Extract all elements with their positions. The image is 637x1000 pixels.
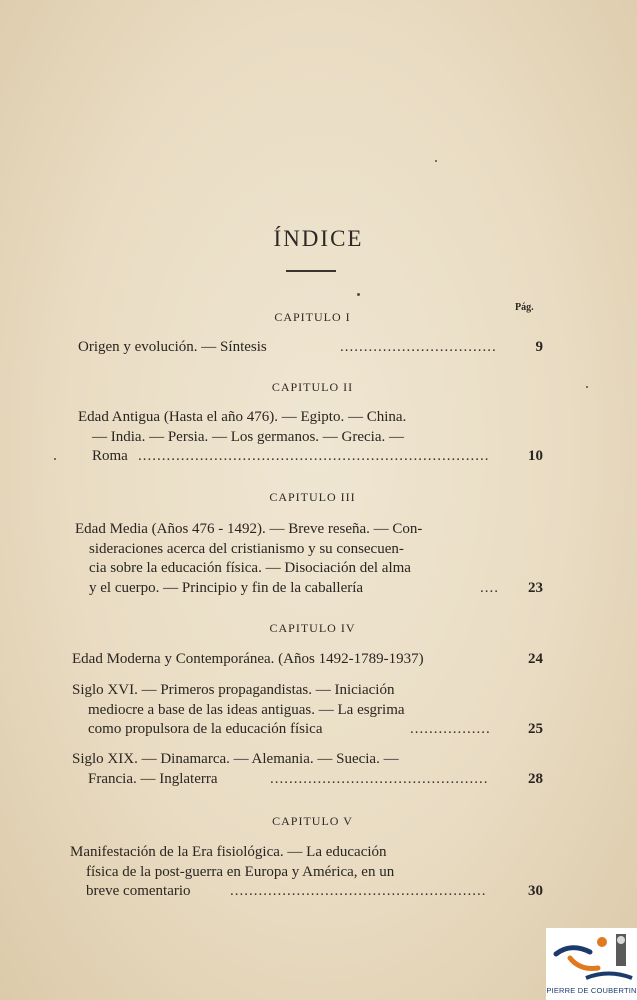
- toc-page-number: 30: [528, 883, 543, 900]
- toc-entry-line: breve comentario: [86, 883, 191, 900]
- toc-entry-line: Roma: [92, 448, 128, 465]
- runner-logo-icon: [546, 928, 637, 988]
- toc-entry[interactable]: [75, 520, 543, 598]
- toc-entry-line: Siglo XVI. — Primeros propagandistas. — Iniciación: [72, 682, 395, 698]
- paper-speck: [357, 293, 360, 296]
- toc-page-number: 25: [528, 721, 543, 738]
- toc-entry-line: sideraciones acerca del cristianismo y su consecuen-: [89, 540, 404, 557]
- paper-speck: [54, 458, 56, 460]
- toc-entry[interactable]: [70, 843, 543, 902]
- toc-entry-line: Siglo XIX. — Dinamarca. — Alemania. — Suecia. —: [72, 751, 399, 767]
- leader-dots: ..........................................................................: [138, 448, 490, 465]
- toc-page-number: 9: [535, 339, 543, 355]
- toc-entry-line: Origen y evolución. — Síntesis: [78, 339, 267, 355]
- leader-dots: ..............................................: [270, 770, 489, 787]
- leader-dots: .................................: [340, 339, 497, 355]
- toc-entry[interactable]: [78, 408, 543, 467]
- paper-speck: [435, 160, 437, 162]
- chapter-heading-5: CAPITULO V: [272, 814, 353, 828]
- toc-entry[interactable]: [72, 750, 543, 789]
- toc-entry-line: Edad Media (Años 476 - 1492). — Breve reseña. — Con-: [75, 521, 423, 537]
- leader-dots: ....: [480, 579, 499, 596]
- toc-entry[interactable]: [72, 650, 543, 670]
- watermark-logo: [546, 928, 637, 1000]
- toc-entry-line: Manifestación de la Era fisiológica. — La educación: [70, 844, 387, 860]
- toc-page-number: 10: [528, 448, 543, 465]
- page-title: ÍNDICE: [273, 226, 364, 251]
- toc-entry-line: física de la post-guerra en Europa y América, en un: [86, 863, 395, 880]
- leader-dots: .................: [410, 721, 491, 738]
- toc-entry-line: Francia. — Inglaterra: [88, 770, 218, 787]
- toc-entry-line: mediocre a base de las ideas antiguas. — La esgrima: [88, 701, 405, 718]
- toc-entry-line: y el cuerpo. — Principio y fin de la caballería: [89, 579, 364, 596]
- chapter-heading-2: CAPITULO II: [271, 380, 354, 394]
- leader-dots: ......................................................: [230, 883, 487, 900]
- watermark-text: PIERRE DE COUBERTIN: [546, 986, 637, 995]
- toc-page-number: 28: [528, 770, 543, 787]
- toc-entry-line: — India. — Persia. — Los germanos. — Grecia. —: [92, 428, 405, 445]
- toc-entry-line: Edad Antigua (Hasta el año 476). — Egipto. — China.: [78, 409, 407, 425]
- page-column-label: Pág.: [515, 302, 534, 313]
- toc-entry-line: Edad Moderna y Contemporánea. (Años 1492-1789-1937): [72, 651, 424, 667]
- title-underline: [286, 270, 336, 272]
- chapter-heading-4: CAPITULO IV: [269, 621, 356, 635]
- paper-speck: [586, 386, 588, 388]
- toc-page-number: 24: [528, 651, 543, 667]
- toc-page-number: 23: [528, 579, 543, 596]
- chapter-heading-3: CAPITULO III: [269, 490, 356, 504]
- chapter-heading-1: CAPITULO I: [274, 310, 351, 324]
- toc-entry-line: como propulsora de la educación física: [88, 721, 323, 738]
- toc-entry[interactable]: [78, 338, 543, 358]
- toc-entry-line: cia sobre la educación física. — Disociación del alma: [89, 560, 411, 577]
- toc-entry[interactable]: [72, 681, 543, 740]
